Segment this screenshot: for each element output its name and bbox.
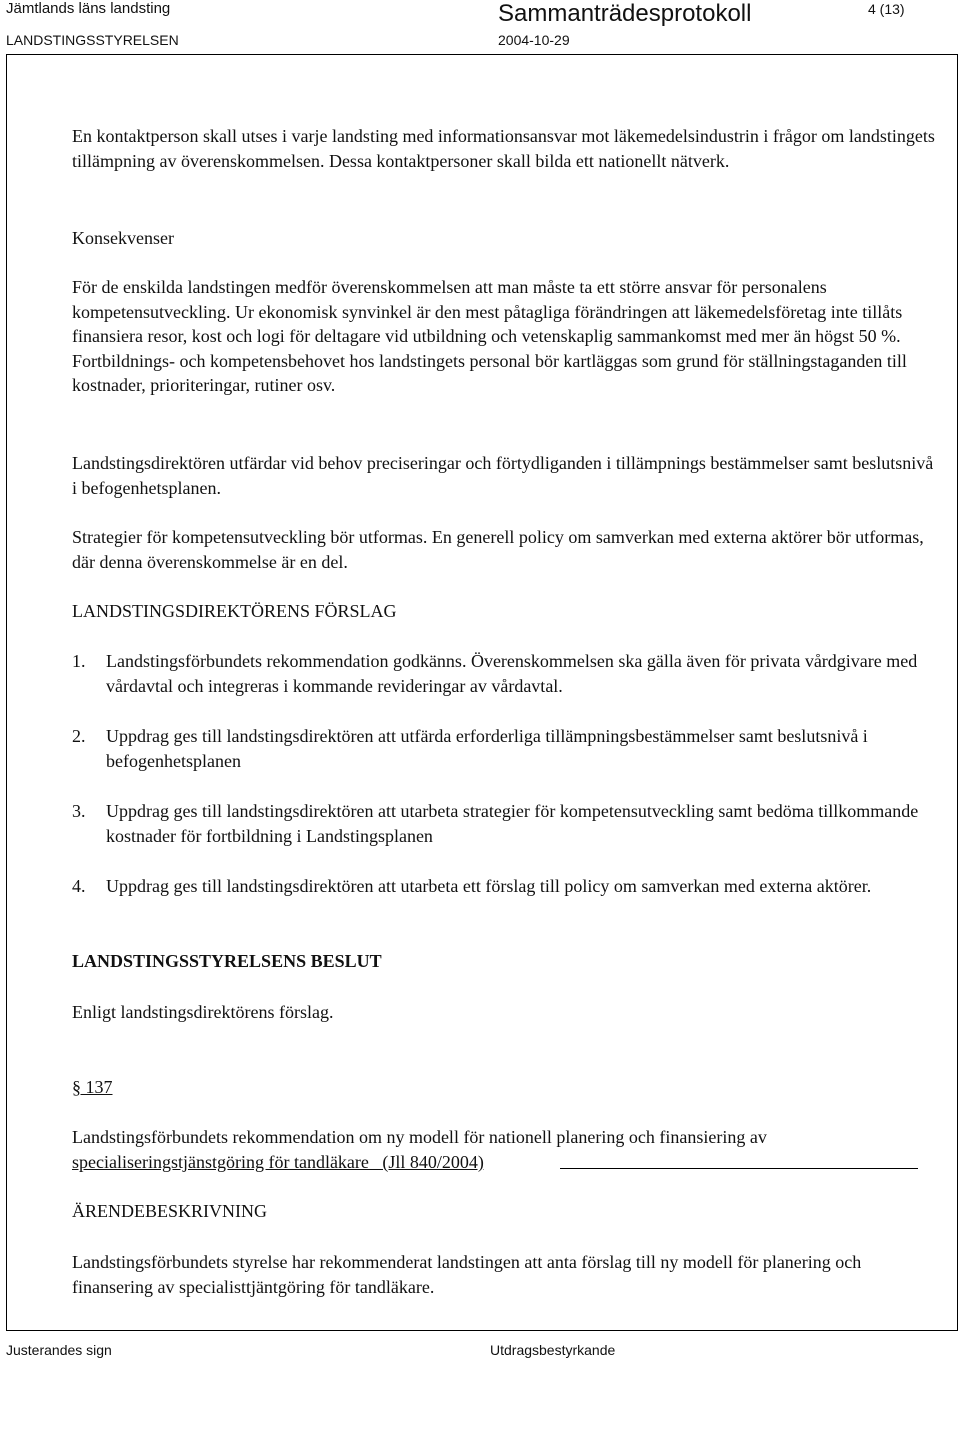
heading-board-decision: LANDSTINGSSTYRELSENS BESLUT [72, 951, 382, 971]
title-underline-extension [560, 1168, 918, 1169]
footer-divider [6, 1330, 958, 1331]
paragraph-contact-person: En kontaktperson skall utses i varje landsting med informationsansvar mot läkemedelsindustrin i frågor om landstingets tillämpning av överenskommelsen. Dessa kontaktpersoner skall bilda ett nationellt nätverk. [72, 126, 935, 171]
paragraph-strategies: Strategier för kompetensutveckling bör utformas. En generell policy om samverkan med externa aktörer bör utformas, där denna överenskommelse är en del. [72, 527, 924, 572]
list-item-number: 3. [72, 801, 86, 821]
heading-konsekvenser: Konsekvenser [72, 228, 174, 248]
list-item-text: Uppdrag ges till landstingsdirektören att utfärda erforderliga tillämpningsbestämmelser samt beslutsnivå i befogenhetsplanen [106, 726, 868, 771]
footer-adjuster-signature-label: Justerandes sign [6, 1342, 112, 1358]
section-number: § 137 [72, 1077, 113, 1097]
list-item [72, 874, 942, 899]
right-margin-rule [957, 54, 958, 1330]
meeting-date: 2004-10-29 [498, 32, 570, 48]
item-title-line-1: Landstingsförbundets rekommendation om ny modell för nationell planering och finansiering av [72, 1127, 767, 1147]
list-item-text: Uppdrag ges till landstingsdirektören att utarbeta ett förslag till policy om samverkan med externa aktörer. [106, 876, 872, 896]
board-name: LANDSTINGSSTYRELSEN [6, 32, 179, 48]
header-divider [6, 54, 958, 55]
list-item-text: Landstingsförbundets rekommendation godkänns. Överenskommelsen ska gälla även för privata vårdgivare med vårdavtal och integreras i kommande revideringar av vårdavtal. [106, 651, 918, 696]
list-item-text: Uppdrag ges till landstingsdirektören att utarbeta strategier för kompetensutveckling samt bedöma tillkommande kostnader för fortbildning i Landstingsplanen [106, 801, 919, 846]
paragraph-director-precisions: Landstingsdirektören utfärdar vid behov preciseringar och förtydliganden i tillämpnings bestämmelser samt beslutsnivå i befogenhetsplanen. [72, 453, 934, 498]
document-type: Sammanträdesprotokoll [498, 0, 752, 27]
paragraph-case-description: Landstingsförbundets styrelse har rekommenderat landstingen att anta förslag till ny modell för planering och finansering av specialisttjäntgöring för tandläkare. [72, 1252, 862, 1297]
paragraph-consequences: För de enskilda landstingen medför överenskommelsen att man måste ta ett större ansvar för personalens kompetensutveckling. Ur ekonomisk synvinkel är den mest påtagliga förändringen att läkemedelsföretag inte tillåts finansiera resor, kost och logi för deltagare vid utbildning och vetenskaplig sammankomst med mer än högst 50 %. Fortbildnings- och kompetensbehovet hos landstingets personal bör kartläggas som grund för ställningstaganden till kostnader, prioriteringar, rutiner osv. [72, 277, 907, 395]
footer-certification-label: Utdragsbestyrkande [490, 1342, 616, 1358]
heading-case-description: ÄRENDEBESKRIVNING [72, 1201, 267, 1221]
item-title-line-2: specialiseringstjänstgöring för tandläkare (Jll 840/2004) [72, 1152, 484, 1172]
list-item [72, 799, 942, 849]
left-margin-rule [6, 54, 7, 1330]
page-number: 4 (13) [868, 1, 905, 17]
list-item-number: 4. [72, 876, 86, 896]
decision-text: Enligt landstingsdirektörens förslag. [72, 1002, 334, 1022]
organization-name: Jämtlands läns landsting [6, 0, 171, 17]
list-item [72, 649, 942, 699]
list-item [72, 724, 942, 774]
list-item-number: 2. [72, 726, 86, 746]
list-item-number: 1. [72, 651, 86, 671]
heading-director-proposal: LANDSTINGSDIREKTÖRENS FÖRSLAG [72, 601, 397, 621]
